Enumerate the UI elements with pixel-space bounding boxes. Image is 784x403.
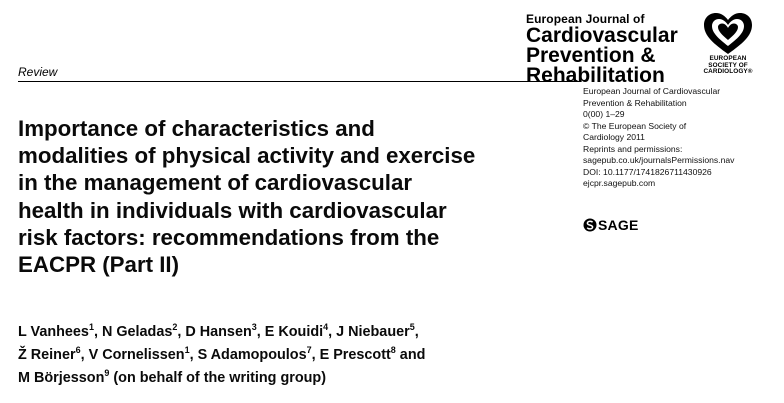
article-title-line: in the management of cardiovascular [18, 170, 413, 195]
volume-pages: 0(00) 1–29 [583, 109, 625, 119]
affiliation-mark: 8 [390, 345, 396, 355]
author-separator: , [80, 347, 89, 363]
journal-name-line: Cardiovascular [526, 24, 678, 47]
doi: DOI: 10.1177/1741826711430926 [583, 166, 712, 177]
journal-name-line: Prevention & [526, 44, 656, 67]
publisher-logo [583, 217, 638, 233]
author-name: V Cornelissen [88, 347, 185, 363]
journal-citation: Prevention & Rehabilitation [583, 97, 687, 108]
author-separator: , [93, 324, 102, 340]
author-line [18, 368, 326, 388]
author-separator: and [395, 347, 426, 363]
sage-icon [583, 218, 597, 232]
affiliation-mark: 4 [323, 322, 329, 332]
copyright: Cardiology 2011 [583, 132, 645, 142]
author-name: S Adamopoulos [197, 347, 307, 363]
publisher-name: SAGE [598, 217, 639, 233]
author-name: D Hansen [185, 324, 252, 340]
journal-citation: European Journal of Cardiovascular [583, 86, 721, 96]
author-separator: , [189, 347, 198, 363]
article-title-line: Importance of characteristics and [18, 116, 375, 141]
article-title-line: EACPR (Part II) [18, 252, 180, 277]
author-name: J Niebauer [336, 324, 410, 340]
affiliation-mark: 7 [306, 345, 312, 355]
society-logo-text: CARDIOLOGY® [703, 68, 753, 75]
author-name: E Prescott [319, 347, 391, 363]
society-logo-text: SOCIETY OF [708, 61, 748, 69]
author-name: E Kouidi [264, 324, 324, 340]
heart-logo-icon [690, 10, 766, 58]
author-name: Ž Reiner [18, 347, 76, 363]
affiliation-mark: 3 [251, 322, 257, 332]
author-line [18, 322, 419, 342]
journal-name-small: European Journal of [526, 12, 645, 26]
society-logo-text: EUROPEAN [709, 55, 747, 62]
article-title-line: risk factors: recommendations from the [18, 225, 440, 250]
affiliation-mark: 5 [409, 322, 415, 332]
author-separator: , [311, 347, 320, 363]
journal-website-link[interactable]: ejcpr.sagepub.com [583, 178, 656, 188]
author-separator: , [256, 324, 265, 340]
author-name: M Börjesson [18, 370, 105, 386]
author-name: N Geladas [101, 324, 173, 340]
permissions-link[interactable]: sagepub.co.uk/journalsPermissions.nav [583, 155, 735, 165]
author-separator: , [328, 324, 337, 340]
article-title-line: health in individuals with cardiovascular [18, 198, 447, 223]
affiliation-mark: 1 [184, 345, 190, 355]
reprints-label: Reprints and permissions: [583, 143, 683, 154]
article-title-line: modalities of physical activity and exercise [18, 143, 476, 168]
author-line [18, 345, 425, 365]
author-name: L Vanhees [18, 324, 89, 340]
journal-name-line: Rehabilitation [526, 64, 665, 87]
author-separator: , [414, 324, 419, 340]
affiliation-mark: 1 [88, 322, 94, 332]
header-divider [18, 81, 580, 82]
article-type-label: Review [18, 65, 58, 79]
copyright: © The European Society of [583, 120, 687, 131]
affiliation-mark: 6 [75, 345, 81, 355]
affiliation-mark: 2 [172, 322, 178, 332]
authors-note: (on behalf of the writing group) [109, 370, 327, 386]
affiliation-mark: 9 [104, 368, 110, 378]
author-separator: , [177, 324, 186, 340]
